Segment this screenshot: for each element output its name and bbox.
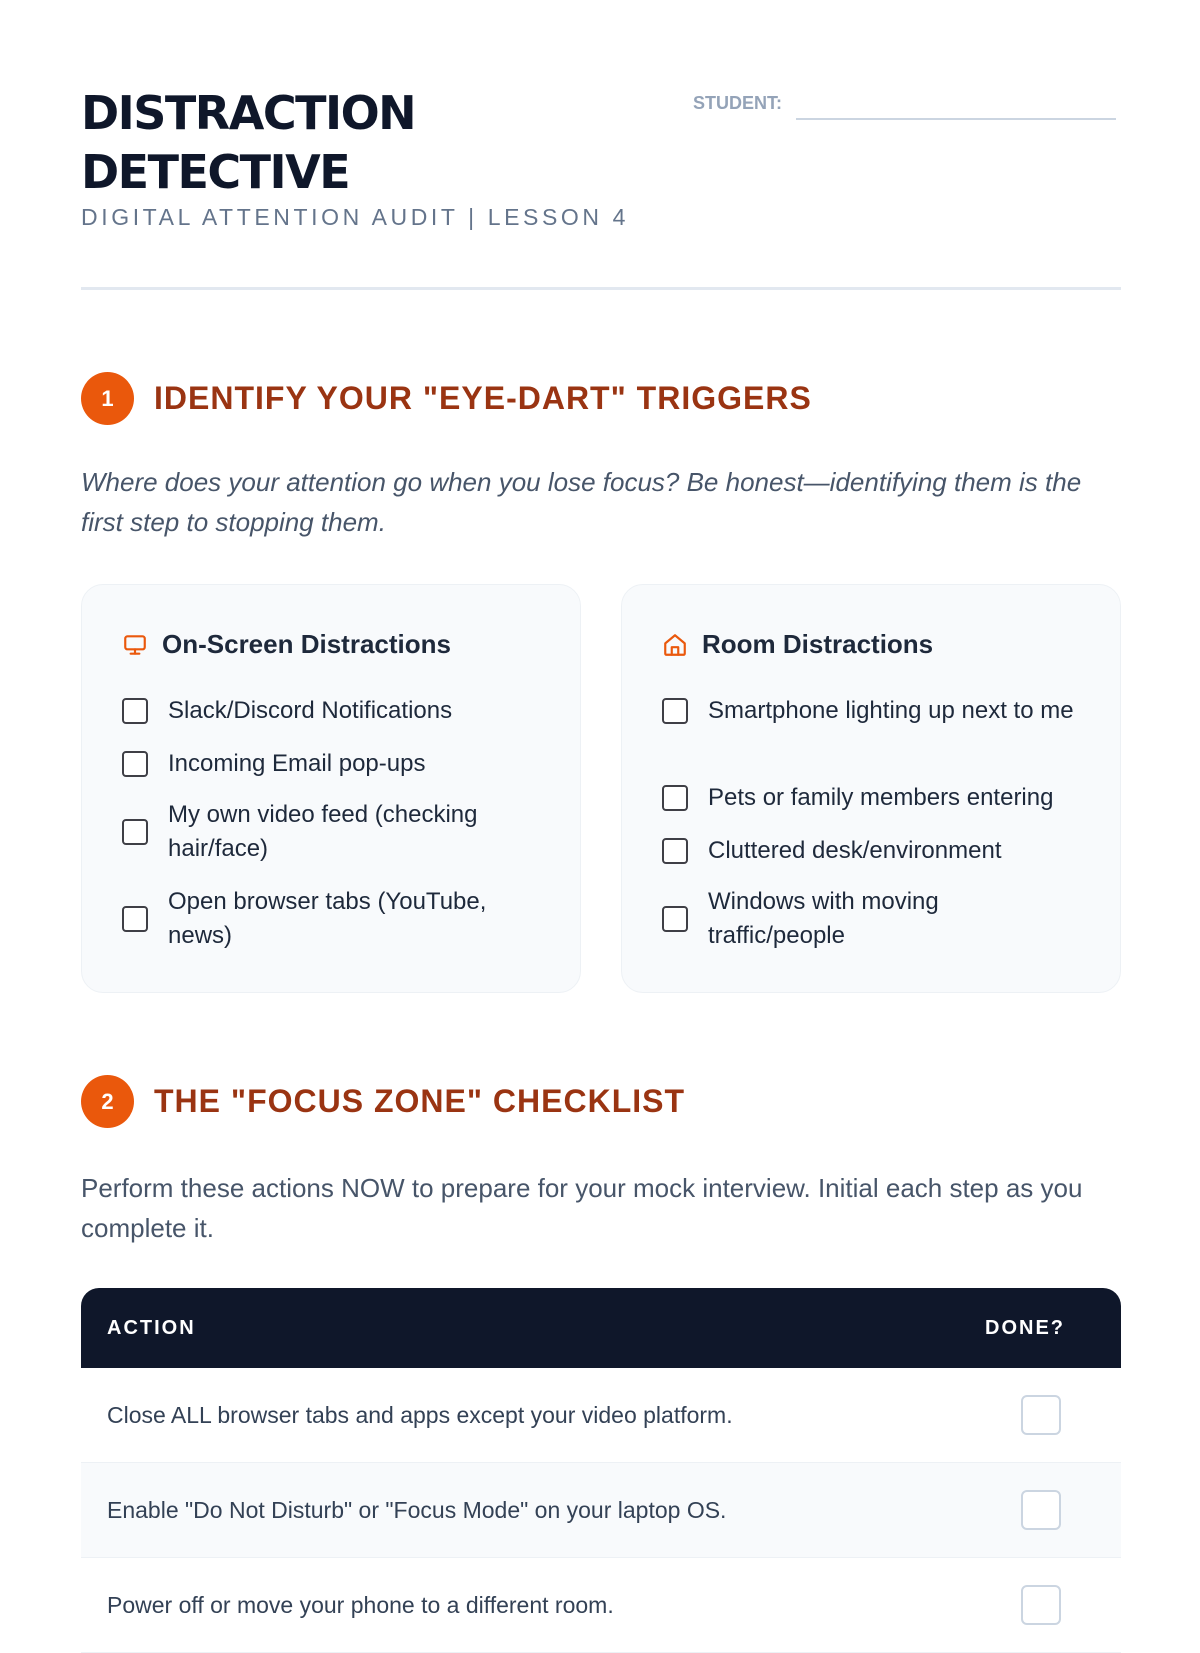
monitor-icon <box>122 632 148 658</box>
table-row <box>81 1368 1121 1463</box>
student-label: STUDENT: <box>693 93 782 113</box>
checklist-item <box>122 747 542 781</box>
checklist-item-label: Windows with moving traffic/people <box>708 888 939 949</box>
section-2-intro: Perform these actions NOW to prepare for your mock interview. Initial each step as you complete it. <box>81 1173 1083 1243</box>
room-card-title: Room Distractions <box>702 629 934 659</box>
checkbox[interactable] <box>662 785 688 811</box>
checklist-item <box>662 885 1082 953</box>
checkbox[interactable] <box>122 698 148 724</box>
checkbox[interactable] <box>662 906 688 932</box>
checklist-item <box>662 694 1082 728</box>
table-row <box>81 1463 1121 1558</box>
section-2-title: THE "FOCUS ZONE" CHECKLIST <box>154 1083 686 1119</box>
student-name-line[interactable] <box>796 88 1116 120</box>
table-row <box>81 1558 1121 1653</box>
section-2-heading <box>81 1075 685 1128</box>
column-header-done: DONE? <box>985 1316 1065 1339</box>
room-card-header <box>662 629 933 660</box>
on-screen-card-title: On-Screen Distractions <box>162 629 451 659</box>
on-screen-distractions-card <box>81 584 581 993</box>
done-checkbox[interactable] <box>1021 1395 1061 1435</box>
checklist-item <box>122 798 542 866</box>
section-1-number-badge: 1 <box>81 372 134 425</box>
action-text: Power off or move your phone to a different room. <box>107 1591 614 1618</box>
worksheet-header <box>81 84 1121 290</box>
checklist-item-label: Pets or family members entering <box>708 784 1054 811</box>
checklist-item-label: My own video feed (checking hair/face) <box>168 801 478 862</box>
checkbox[interactable] <box>122 906 148 932</box>
checkbox[interactable] <box>122 819 148 845</box>
action-text: Enable "Do Not Disturb" or "Focus Mode" on your laptop OS. <box>107 1496 727 1523</box>
checklist-item <box>122 694 542 728</box>
checklist-item <box>662 781 1082 815</box>
on-screen-card-header <box>122 629 451 660</box>
checkbox[interactable] <box>662 838 688 864</box>
house-icon <box>662 632 688 658</box>
section-1-intro: Where does your attention go when you lose focus? Be honest—identifying them is the first step to stopping them. <box>81 467 1082 537</box>
page-subtitle: DIGITAL ATTENTION AUDIT | LESSON 4 <box>81 204 630 230</box>
section-1-heading <box>81 372 812 425</box>
worksheet-page <box>81 0 1121 1618</box>
page-title: DISTRACTION DETECTIVE <box>81 86 416 199</box>
checklist-item <box>662 834 1082 868</box>
column-header-action: ACTION <box>107 1316 196 1339</box>
section-2-number-badge: 2 <box>81 1075 134 1128</box>
room-distractions-card <box>621 584 1121 993</box>
done-checkbox[interactable] <box>1021 1490 1061 1530</box>
checklist-item-label: Smartphone lighting up next to me <box>708 697 1074 724</box>
checklist-item <box>122 885 542 953</box>
focus-zone-table <box>81 1288 1121 1653</box>
checkbox[interactable] <box>122 751 148 777</box>
done-checkbox[interactable] <box>1021 1585 1061 1625</box>
checklist-item-label: Slack/Discord Notifications <box>168 697 453 724</box>
checkbox[interactable] <box>662 698 688 724</box>
checklist-item-label: Cluttered desk/environment <box>708 837 1002 864</box>
checklist-item-label: Incoming Email pop-ups <box>168 750 426 777</box>
action-text: Close ALL browser tabs and apps except your video platform. <box>107 1401 733 1428</box>
student-field <box>693 88 1116 120</box>
section-1-title: IDENTIFY YOUR "EYE-DART" TRIGGERS <box>154 380 812 416</box>
table-header <box>81 1288 1121 1368</box>
checklist-item-label: Open browser tabs (YouTube, news) <box>168 888 487 949</box>
